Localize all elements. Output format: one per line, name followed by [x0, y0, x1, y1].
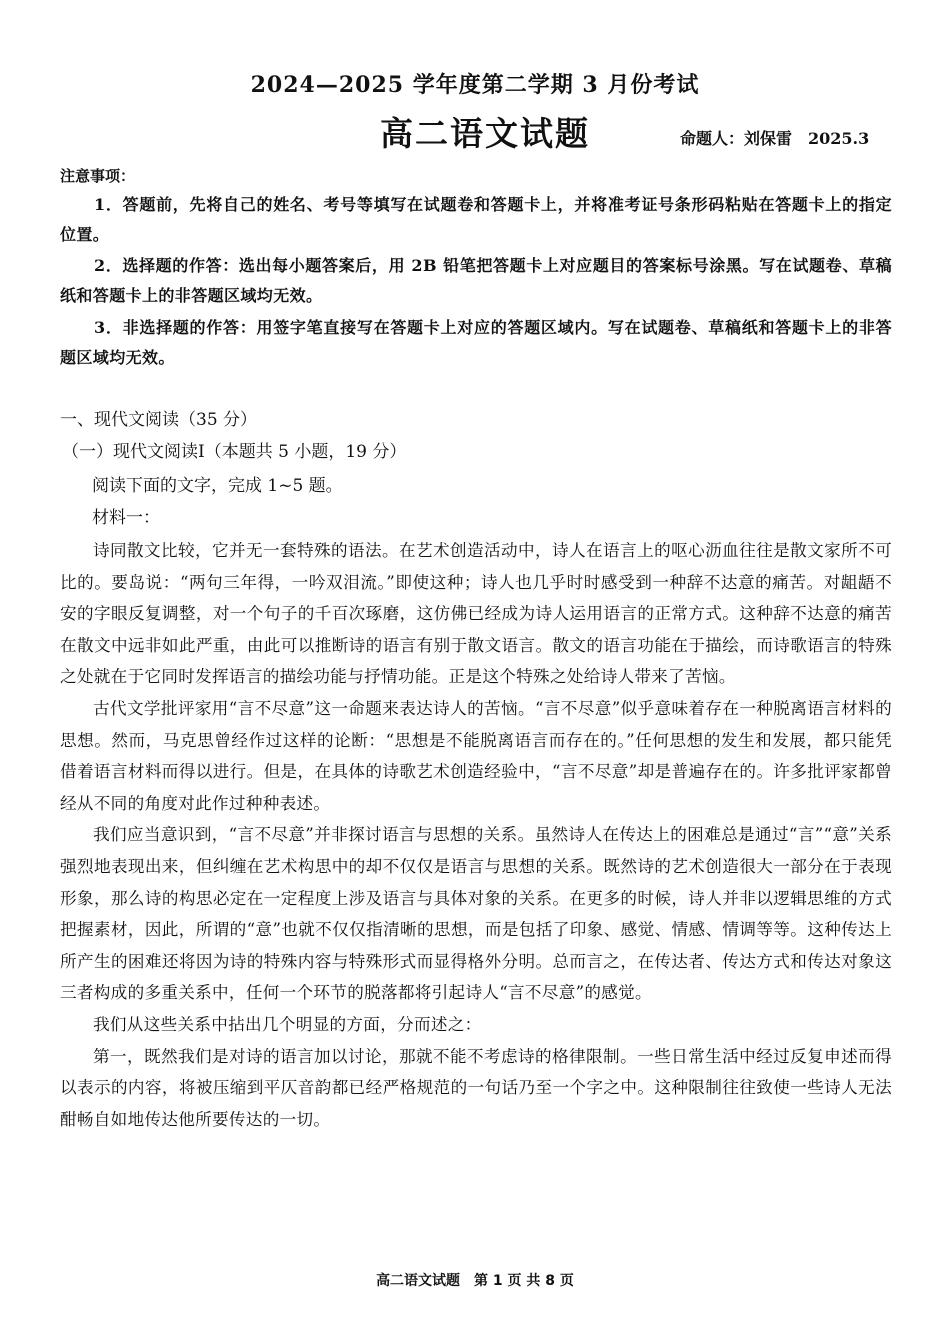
notice-heading: 注意事项： [60, 167, 136, 185]
material-label: 材料一： [92, 508, 160, 528]
notice-item: 1．答题前，先将自己的姓名、考号等填写在试题卷和答题卡上，并将准考证号条形码粘贴在答题卡上的指定位置。 [60, 195, 892, 244]
passage-paragraph: 古代文学批评家用“言不尽意”这一命题来表达诗人的苦恼。“言不尽意”似乎意味着存在一种脱离语言材料的思想。然而，马克思曾经作过这样的论断：“思想是不能脱离语言而存在的。”任何思想的发生和发展，都只能凭借着语言材料而得以进行。但是，在具体的诗歌艺术创造经验中，“言不尽意”却是普遍存在的。许多批评家都曾经从不同的角度对此作过种种表述。 [60, 698, 892, 813]
section-subtitle: （一）现代文阅读Ⅰ（本题共 5 小题，19 分） [62, 442, 407, 462]
passage-paragraph: 我们从这些关系中拈出几个明显的方面，分而述之： [93, 1014, 482, 1034]
section-title: 一、现代文阅读（35 分） [60, 410, 258, 430]
passage-paragraph: 我们应当意识到，“言不尽意”并非探讨语言与思想的关系。虽然诗人在传达上的困难总是通过“言”“意”关系强烈地表现出来，但纠缠在艺术构思中的却不仅仅是语言与思想的关系。既然诗的艺术创造很大一部分在于表现形象，那么诗的构思必定在一定程度上涉及语言与具体对象的关系。在更多的时候，诗人并非以逻辑思维的方式把握素材，因此，所谓的“意”也就不仅仅指清晰的思想，而是包括了印象、感觉、情感、情调等等。这种传达上所产生的困难还将因为诗的特殊内容与特殊形式而显得格外分明。总而言之，在传达者、传达方式和传达对象这三者构成的多重关系中，任何一个环节的脱落都将引起诗人“言不尽意”的感觉。 [60, 825, 892, 1003]
subject-title: 高二语文试题 [380, 114, 590, 153]
notice-item: 3．非选择题的作答：用签字笔直接写在答题卡上对应的答题区域内。写在试题卷、草稿纸和答题卡上的非答题区域均无效。 [60, 318, 892, 367]
passage-paragraph: 诗同散文比较，它并无一套特殊的语法。在艺术创造活动中，诗人在语言上的呕心沥血往往是散文家所不可比的。要岛说：“两句三年得，一吟双泪流。”即使这种；诗人也几乎时时感受到一种辞不达意的痛苦。对龃龉不安的字眼反复调整，对一个句子的千百次琢磨，这仿佛已经成为诗人运用语言的正常方式。这种辞不达意的痛苦在散文中远非如此严重，由此可以推断诗的语言有别于散文语言。散文的语言功能在于描绘，而诗歌语言的特殊之处就在于它同时发挥语言的描绘功能与抒情功能。正是这个特殊之处给诗人带来了苦恼。 [60, 541, 892, 687]
reading-passage [60, 535, 892, 1135]
notice-item: 2．选择题的作答：选出每小题答案后，用 2B 铅笔把答题卡上对应题目的答案标号涂黑。写在试题卷、草稿纸和答题卡上的非答题区域均无效。 [60, 256, 892, 305]
exam-date: 2025.3 [808, 129, 870, 148]
author-label: 命题人：刘保雷 [680, 129, 793, 148]
passage-paragraph: 第一，既然我们是对诗的语言加以讨论，那就不能不考虑诗的格律限制。一些日常生活中经过反复申述而得以表示的内容，将被压缩到平仄音韵都已经严格规范的一句话乃至一个字之中。这种限制往往致使一些诗人无法酣畅自如地传达他所要传达的一切。 [60, 1046, 892, 1129]
exam-title: 2024—2025 学年度第二学期 3 月份考试 [250, 72, 700, 98]
reading-instruction: 阅读下面的文字，完成 1~5 题。 [92, 476, 343, 496]
page-footer: 高二语文试题 第 1 页 共 8 页 [376, 1273, 574, 1289]
author-line [680, 126, 869, 149]
